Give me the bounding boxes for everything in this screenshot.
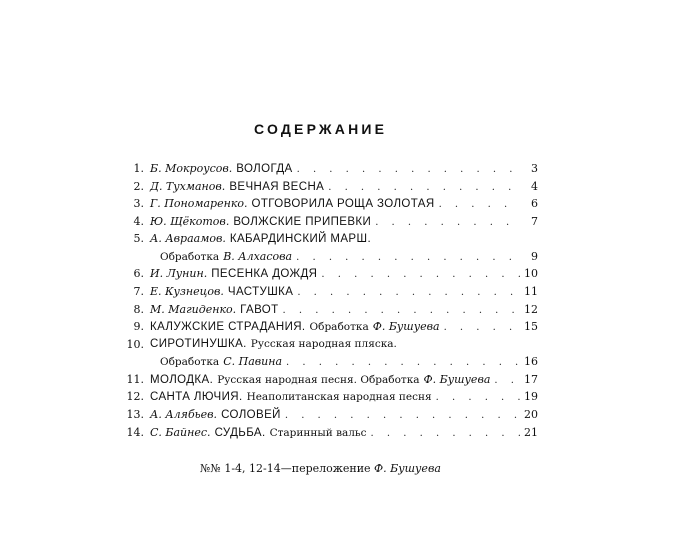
- entry-author: Ю. Щёкотов.: [150, 214, 230, 228]
- leader-dots: [286, 354, 520, 372]
- leader-dots: [321, 266, 520, 284]
- entry-arrangement-label: Обработка: [160, 250, 220, 263]
- entry-page-number: 4: [531, 179, 538, 193]
- entry-author: А. Алябьев.: [150, 407, 218, 421]
- arrangement-note-arranger: Ф. Бушуева: [374, 462, 441, 475]
- entry-title: МОЛОДКА.: [150, 373, 214, 386]
- entry-arranger: В. Алхасова: [223, 249, 293, 263]
- entry-number: 6.: [133, 267, 144, 281]
- arrangement-note: [200, 462, 441, 475]
- entry-page-number: 21: [524, 425, 538, 439]
- entry-number: 13.: [126, 407, 144, 421]
- toc-entry: [118, 424, 538, 442]
- entry-page-number: 12: [524, 302, 538, 316]
- entry-title: ВОЛЖСКИЕ ПРИПЕВКИ: [233, 215, 372, 228]
- entry-title: ВЕЧНАЯ ВЕСНА: [229, 180, 325, 193]
- toc-entry: [118, 318, 538, 336]
- leader-dots: [375, 214, 520, 232]
- entry-title: СИРОТИНУШКА.: [150, 337, 247, 350]
- toc-entry: [118, 336, 538, 371]
- leader-dots: [285, 407, 520, 425]
- toc-entry: [118, 301, 538, 319]
- entry-number: 10.: [126, 337, 144, 351]
- entry-page-number: 17: [524, 372, 538, 386]
- entry-author: И. Лунин.: [150, 267, 208, 281]
- leader-dots: [283, 302, 520, 320]
- entry-title: ПЕСЕНКА ДОЖДЯ: [211, 268, 318, 281]
- entry-number: 9.: [133, 320, 144, 334]
- entry-subtitle: Неаполитанская народная песня: [246, 391, 432, 404]
- toc-entry: [118, 371, 538, 389]
- entry-number: 14.: [126, 425, 144, 439]
- entry-number: 12.: [126, 390, 144, 404]
- toc-entry: [118, 265, 538, 283]
- entry-title: ВОЛОГДА: [236, 163, 293, 175]
- entry-page-number: 7: [531, 214, 538, 228]
- entry-page-number: 10: [524, 267, 538, 281]
- entry-number: 3.: [133, 197, 144, 211]
- entry-number: 8.: [133, 302, 144, 316]
- leader-dots: [371, 425, 520, 443]
- entry-title: ГАВОТ: [240, 303, 279, 316]
- leader-dots: [296, 249, 520, 267]
- entry-arranger: Ф. Бушуева: [372, 320, 440, 334]
- toc-entry: [118, 178, 538, 196]
- leader-dots: [328, 179, 520, 197]
- entry-page-number: 19: [524, 390, 538, 404]
- entry-author: Б. Мокроусов.: [150, 162, 233, 175]
- leader-dots: [436, 389, 520, 407]
- entry-number: 7.: [133, 284, 144, 298]
- entry-page-number: 3: [531, 162, 538, 175]
- toc-entry: [118, 283, 538, 301]
- page-title: СОДЕРЖАНИЕ: [254, 121, 388, 137]
- entry-author: С. Байнес.: [150, 425, 211, 439]
- entry-title: КАБАРДИНСКИЙ МАРШ.: [229, 233, 372, 246]
- entry-page-number: 16: [524, 355, 538, 369]
- entry-number: 2.: [133, 179, 144, 193]
- entry-author: М. Магиденко.: [150, 302, 237, 316]
- leader-dots: [297, 284, 520, 302]
- leader-dots: [444, 319, 520, 337]
- entry-page-number: 20: [524, 407, 538, 421]
- entry-subtitle: Русская народная песня. Обработка: [217, 373, 420, 386]
- entry-title: ОТГОВОРИЛА РОЩА ЗОЛОТАЯ: [251, 198, 435, 211]
- entry-page-number: 6: [531, 197, 538, 211]
- entry-title: ЧАСТУШКА: [227, 285, 294, 298]
- entry-author: А. Авраамов.: [150, 232, 226, 246]
- entry-author: Д. Тухманов.: [150, 179, 226, 193]
- entry-title: СОЛОВЕЙ: [221, 408, 281, 421]
- leader-dots: [494, 372, 520, 390]
- entry-page-number: 11: [524, 284, 538, 298]
- entry-author: Е. Кузнецов.: [150, 284, 224, 298]
- entry-number: 4.: [133, 214, 144, 228]
- entry-subtitle: Русская народная пляска.: [250, 337, 397, 350]
- entry-subtitle: Старинный вальс: [269, 426, 367, 439]
- entry-author: Г. Пономаренко.: [150, 197, 248, 211]
- toc-entry: [118, 195, 538, 213]
- toc-entry: [118, 406, 538, 424]
- entry-arranger: Ф. Бушуева: [423, 372, 491, 386]
- entry-title: САНТА ЛЮЧИЯ.: [150, 391, 243, 404]
- entry-number: 1.: [133, 162, 144, 175]
- entry-title: КАЛУЖСКИЕ СТРАДАНИЯ.: [150, 321, 306, 334]
- leader-dots: [297, 161, 520, 179]
- toc-entry: [118, 160, 538, 178]
- arrangement-note-prefix: №№ 1-4, 12-14—переложение: [200, 462, 371, 475]
- entry-subtitle: Обработка: [309, 321, 369, 334]
- entry-page-number: 15: [524, 320, 538, 334]
- entry-arrangement-label: Обработка: [160, 356, 220, 369]
- leader-dots: [439, 196, 520, 214]
- table-of-contents: [118, 160, 538, 441]
- entry-number: 5.: [133, 232, 144, 246]
- entry-title: СУДЬБА.: [214, 426, 266, 439]
- entry-page-number: 9: [531, 249, 538, 263]
- toc-entry: [118, 230, 538, 265]
- entry-arranger: С. Павина: [223, 355, 283, 369]
- toc-entry: [118, 388, 538, 406]
- toc-entry: [118, 213, 538, 231]
- entry-number: 11.: [126, 372, 144, 386]
